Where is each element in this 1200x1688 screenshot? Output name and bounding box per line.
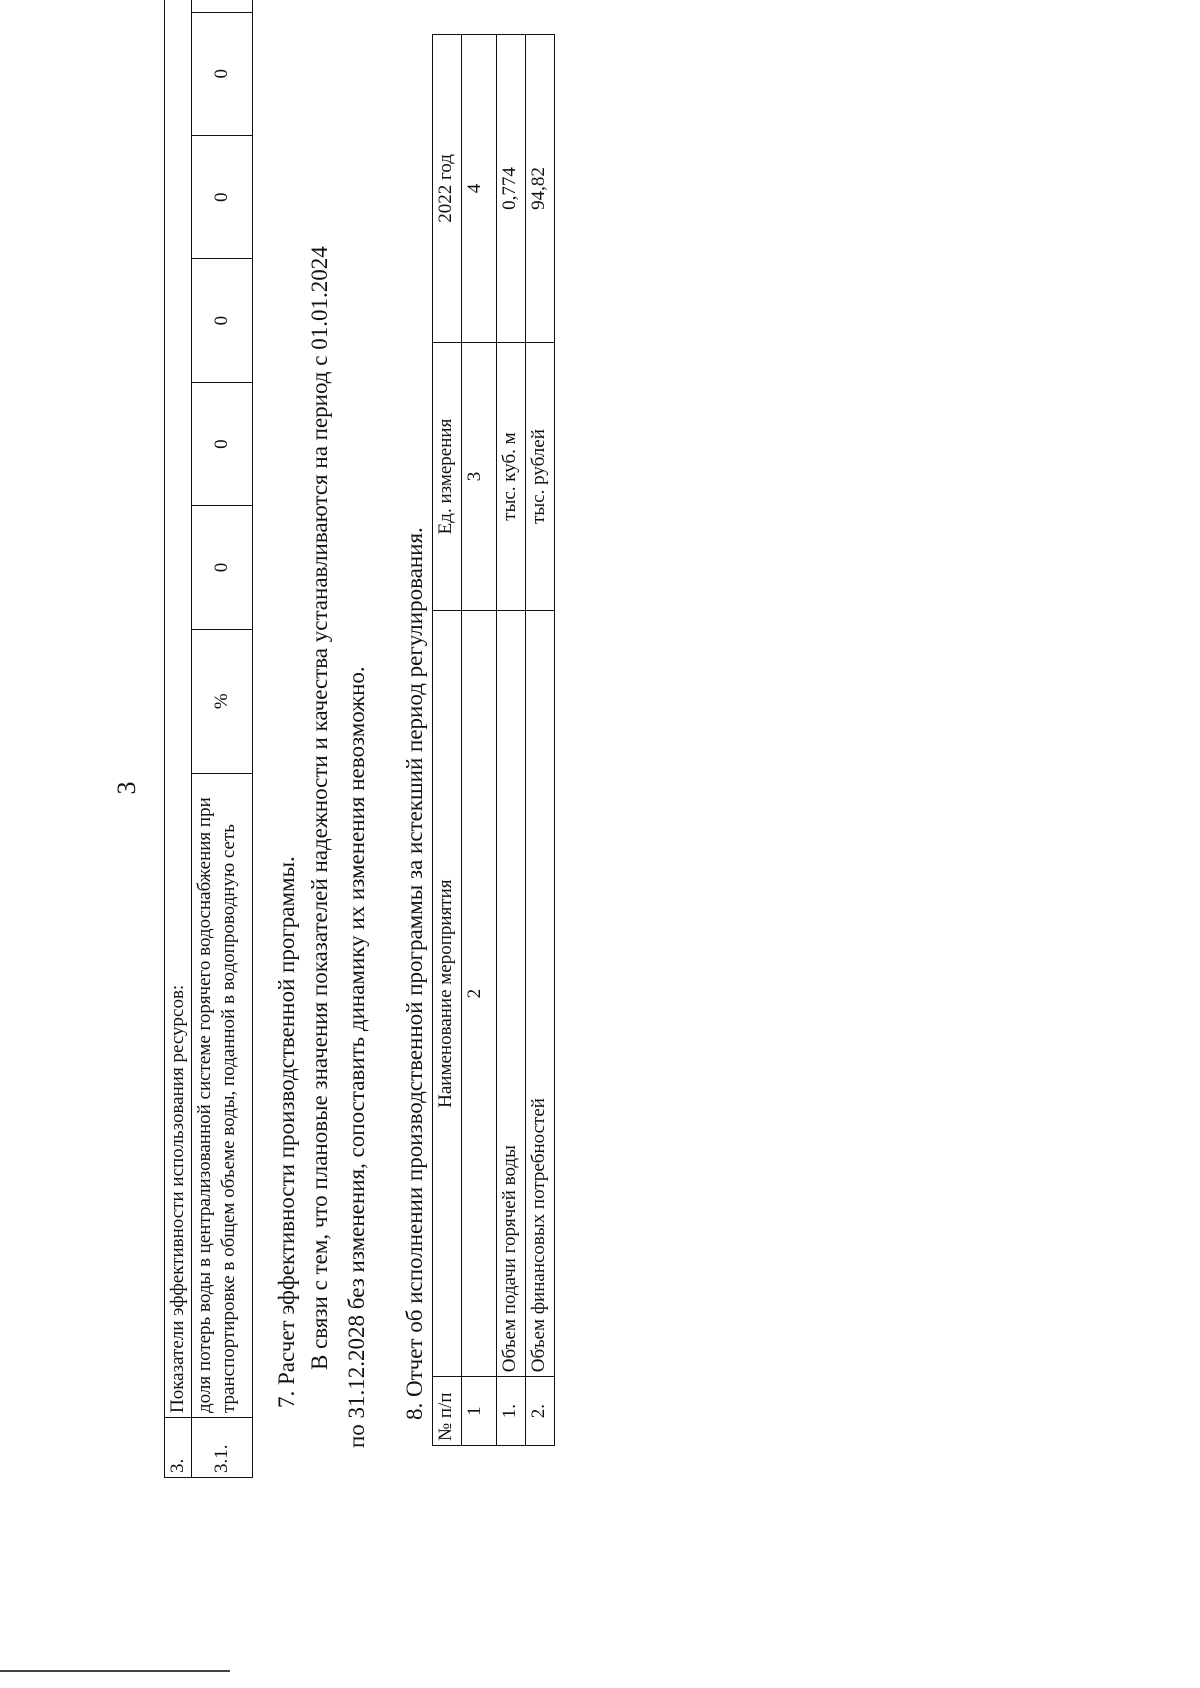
efficiency-table bbox=[164, 0, 253, 1478]
column-header: № п/п bbox=[433, 1377, 462, 1446]
row-label: Показатели эффективности использования ресурсов: bbox=[165, 0, 192, 1417]
row-label bbox=[192, 773, 253, 1417]
table-cell: 1. bbox=[497, 1377, 526, 1446]
row-number: 3.1. bbox=[192, 1417, 253, 1477]
table-row bbox=[462, 35, 497, 1446]
table-cell: 4 bbox=[462, 35, 497, 343]
section7-title: 7. Расчет эффективности производственной программы. bbox=[274, 856, 299, 1408]
table-cell: 1 bbox=[462, 1377, 497, 1446]
table-cell: 94,82 bbox=[526, 35, 555, 343]
value-cell bbox=[192, 0, 253, 12]
table-row bbox=[497, 35, 526, 1446]
table-cell: 2. bbox=[526, 1377, 555, 1446]
section7-paragraph-line: В связи с тем, что плановые значения показателей надежности и качества устанавливаются на период с 01.01.2024 bbox=[307, 246, 332, 1370]
table-cell: Объем финансовых потребностей bbox=[526, 611, 555, 1377]
column-header: Ед. измерения bbox=[433, 342, 462, 610]
row-label-line: транспортировке в общем объеме воды, поданной в водопроводную сеть bbox=[218, 824, 239, 1413]
section7-paragraph-line: по 31.12.2028 без изменения, сопоставить динамику их изменения невозможно. bbox=[344, 666, 369, 1448]
table-header-row bbox=[433, 35, 462, 1446]
table-cell: 2 bbox=[462, 611, 497, 1377]
row-number: 3. bbox=[165, 1417, 192, 1477]
value-cell: 0 bbox=[192, 135, 253, 258]
unit-cell: % bbox=[192, 629, 253, 773]
value-cell: 0 bbox=[192, 382, 253, 505]
value-cell: 0 bbox=[192, 506, 253, 629]
table-cell: 0,774 bbox=[497, 35, 526, 343]
table-row bbox=[526, 35, 555, 1446]
page-number: 3 bbox=[112, 781, 141, 795]
value-cell: 0 bbox=[192, 259, 253, 382]
section8-title: 8. Отчет об исполнении производственной программы за истекший период регулирования. bbox=[402, 527, 427, 1420]
table-cell: тыс. куб. м bbox=[497, 342, 526, 610]
report-table bbox=[432, 34, 555, 1446]
column-header: 2022 год bbox=[433, 35, 462, 343]
value-cell: 0 bbox=[192, 12, 253, 135]
column-header: Наименование мероприятия bbox=[433, 611, 462, 1377]
table-cell: тыс. рублей bbox=[526, 342, 555, 610]
table-cell: 3 bbox=[462, 342, 497, 610]
row-label-line: доля потерь воды в централизованной системе горячего водоснабжения при bbox=[194, 797, 215, 1413]
table-row bbox=[192, 0, 253, 1478]
table-row bbox=[165, 0, 192, 1478]
table-cell: Объем подачи горячей воды bbox=[497, 611, 526, 1377]
